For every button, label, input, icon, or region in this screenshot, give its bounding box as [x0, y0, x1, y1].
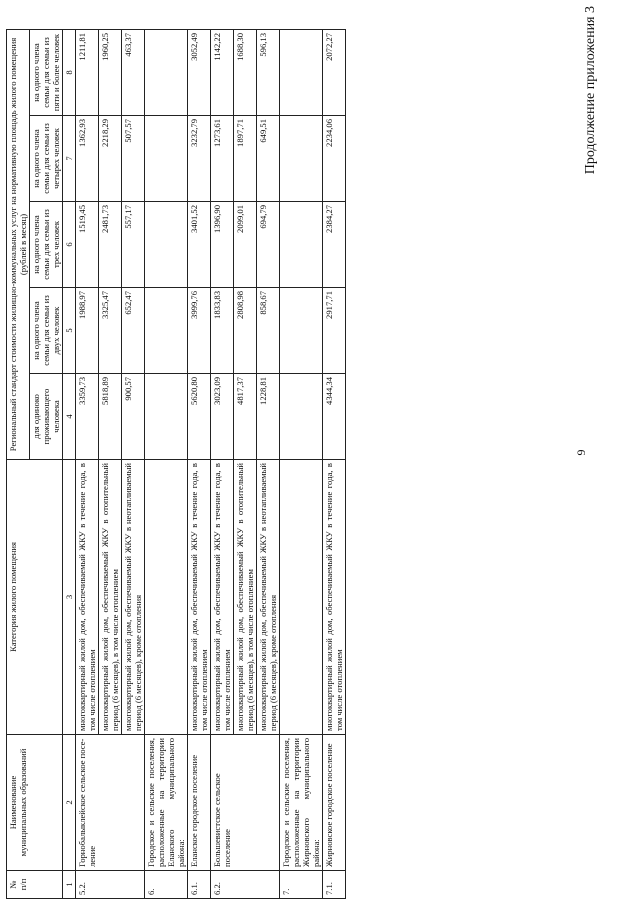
page-number: 9 [574, 449, 588, 456]
cost-value: 1688,30 [234, 29, 257, 115]
header-group: Региональный стандарт стоимости жилищно-коммунальных услуг на нормативную площадь жилого помещения (рублей в месяц) [7, 29, 30, 459]
cost-value: 5818,89 [99, 374, 122, 460]
municipality-name: Городское и сельские поселения, расположенные на территории Еланского муниципального района: [145, 735, 188, 871]
row-number: 5.2. [76, 871, 145, 899]
cost-value: 1833,83 [211, 288, 234, 374]
category-text: многоквартирный жилой дом, обеспечиваемый ЖКУ в отопительный период (6 месяцев), в том числе отоплением [99, 460, 122, 735]
category-text: многоквартирный жилой дом, обеспечиваемый ЖКУ в течение года, в том числе отоплением [188, 460, 211, 735]
category-text: многоквартирный жилой дом, обеспечиваемый ЖКУ в неотапливаемый период (6 месяцев), кроме отопления [122, 460, 145, 735]
header-c7: на одного члена семьи для семьи из четырех человек [30, 116, 63, 202]
header-municipality: Наименование муниципальных образований [7, 735, 63, 871]
empty-cell [280, 202, 323, 288]
cost-value: 2099,01 [234, 202, 257, 288]
index-cell: 3 [63, 460, 76, 735]
header-c6: на одного члена семьи для семьи из трех человек [30, 202, 63, 288]
municipality-name: Горнобалыклейское сельское посе- ление [76, 735, 145, 871]
category-text: многоквартирный жилой дом, обеспечиваемый ЖКУ в неотапливаемый период (6 месяцев), кроме отопления [257, 460, 280, 735]
cost-value: 2072,27 [323, 29, 346, 115]
cost-value: 1519,45 [76, 202, 99, 288]
row-number: 6.2. [211, 871, 280, 899]
cost-value: 4344,34 [323, 374, 346, 460]
cost-value: 596,13 [257, 29, 280, 115]
header-c5: на одного члена семьи для семьи из двух человек [30, 288, 63, 374]
header-category: Категория жилого помещения [7, 460, 63, 735]
cost-value: 5620,80 [188, 374, 211, 460]
cost-value: 557,17 [122, 202, 145, 288]
cost-value: 1362,93 [76, 116, 99, 202]
cost-value: 3999,76 [188, 288, 211, 374]
section-row [280, 29, 323, 898]
cost-value: 1142,22 [211, 29, 234, 115]
cost-value: 2917,71 [323, 288, 346, 374]
empty-cell [145, 460, 188, 735]
row-number: 6.1. [188, 871, 211, 899]
index-cell: 5 [63, 288, 76, 374]
municipality-name: Городское и сельские поселения, расположенные на территории Жирновского муниципального района: [280, 735, 323, 871]
tariff-table [6, 29, 346, 899]
cost-value: 1988,97 [76, 288, 99, 374]
cost-value: 1228,81 [257, 374, 280, 460]
section-row [145, 29, 188, 898]
cost-value: 507,57 [122, 116, 145, 202]
cost-value: 652,47 [122, 288, 145, 374]
empty-cell [145, 202, 188, 288]
cost-value: 4817,37 [234, 374, 257, 460]
index-row [63, 29, 76, 898]
row-number: 7.1. [323, 871, 346, 899]
empty-cell [145, 29, 188, 115]
empty-cell [280, 116, 323, 202]
cost-value: 2234,06 [323, 116, 346, 202]
municipality-name: Большевистское сельское поселение [211, 735, 280, 871]
cost-value: 3023,09 [211, 374, 234, 460]
empty-cell [280, 374, 323, 460]
header-c8: на одного члена семьи для семьи из пяти и более человек [30, 29, 63, 115]
cost-value: 3052,49 [188, 29, 211, 115]
empty-cell [280, 29, 323, 115]
cost-value: 1273,61 [211, 116, 234, 202]
cost-value: 858,67 [257, 288, 280, 374]
index-cell: 6 [63, 202, 76, 288]
cost-value: 463,37 [122, 29, 145, 115]
index-cell: 4 [63, 374, 76, 460]
cost-value: 3359,73 [76, 374, 99, 460]
index-cell: 8 [63, 29, 76, 115]
empty-cell [280, 460, 323, 735]
empty-cell [145, 374, 188, 460]
cost-value: 1396,90 [211, 202, 234, 288]
row-number: 6. [145, 871, 188, 899]
municipality-name: Жирновское городское поселение [323, 735, 346, 871]
empty-cell [145, 288, 188, 374]
header-c4: для одиноко проживающего человека [30, 374, 63, 460]
table-row [211, 29, 234, 898]
cost-value: 2384,27 [323, 202, 346, 288]
category-text: многоквартирный жилой дом, обеспечиваемый ЖКУ в течение года, в том числе отоплением [323, 460, 346, 735]
table-row [76, 29, 99, 898]
cost-value: 3325,47 [99, 288, 122, 374]
header-row-1 [7, 29, 30, 898]
cost-value: 1897,71 [234, 116, 257, 202]
empty-cell [280, 288, 323, 374]
cost-value: 3232,79 [188, 116, 211, 202]
header-num: № п/п [7, 871, 63, 899]
index-cell: 7 [63, 116, 76, 202]
empty-cell [145, 116, 188, 202]
category-text: многоквартирный жилой дом, обеспечиваемый ЖКУ в течение года, в том числе отоплением [76, 460, 99, 735]
table-row [323, 29, 346, 898]
cost-value: 900,57 [122, 374, 145, 460]
category-text: многоквартирный жилой дом, обеспечиваемый ЖКУ в отопительный период (6 месяцев), в том числе отоплением [234, 460, 257, 735]
category-text: многоквартирный жилой дом, обеспечиваемый ЖКУ в течение года, в том числе отоплением [211, 460, 234, 735]
cost-value: 2218,29 [99, 116, 122, 202]
row-number: 7. [280, 871, 323, 899]
cost-value: 3401,52 [188, 202, 211, 288]
index-cell: 2 [63, 735, 76, 871]
table-row [188, 29, 211, 898]
cost-value: 1211,81 [76, 29, 99, 115]
cost-value: 1960,25 [99, 29, 122, 115]
cost-value: 694,79 [257, 202, 280, 288]
cost-value: 2481,73 [99, 202, 122, 288]
municipality-name: Еланское городское поселение [188, 735, 211, 871]
index-cell: 1 [63, 871, 76, 899]
appendix-label: Продолжение приложения 3 [583, 6, 598, 175]
cost-value: 649,51 [257, 116, 280, 202]
cost-value: 2808,98 [234, 288, 257, 374]
table-body [76, 29, 346, 898]
